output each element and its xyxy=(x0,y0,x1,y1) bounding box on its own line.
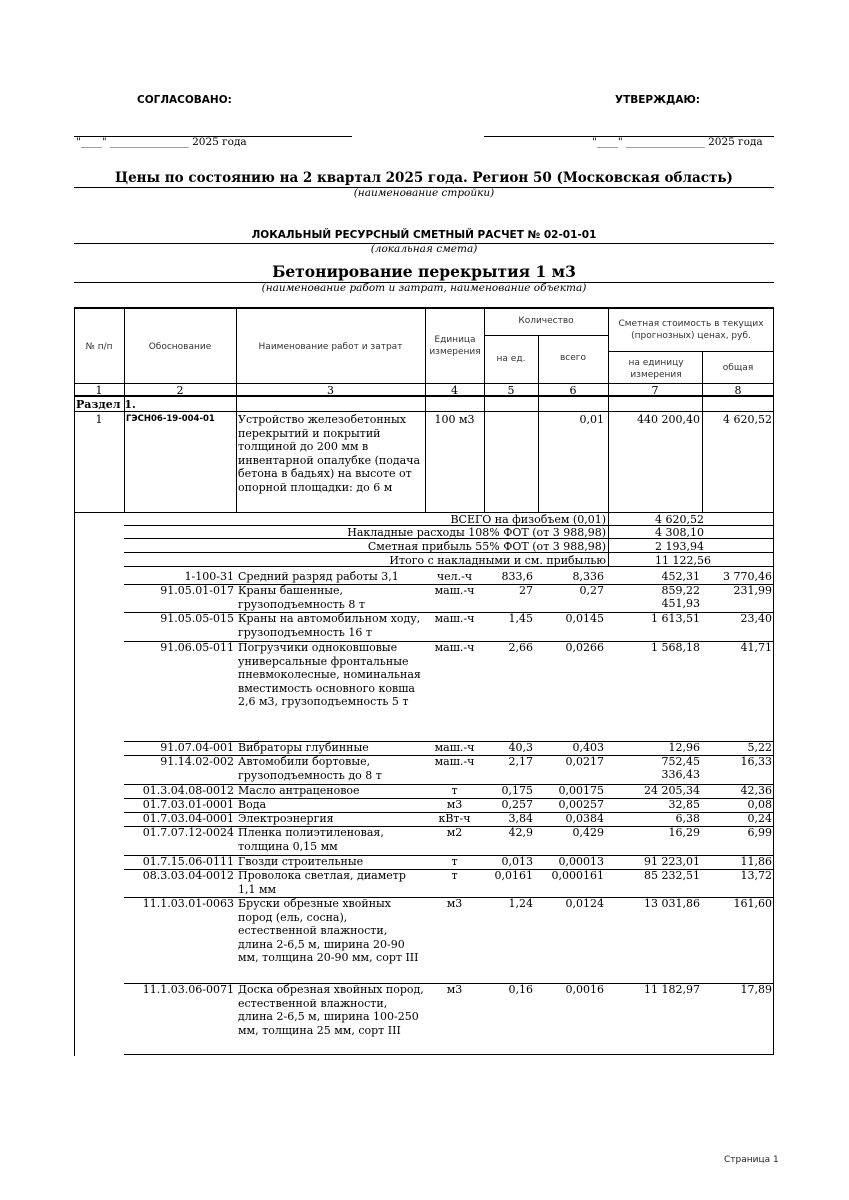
resource-name: Бруски обрезные хвойных пород (ель, сосна), естественной влажности, длина 2-6,5 м, ширина 20-90 мм, толщина 20-90 мм, сорт III xyxy=(238,897,419,964)
resource-sum: 0,24 xyxy=(747,812,772,825)
resource-unit: маш.-ч xyxy=(434,612,475,625)
estimate-number: ЛОКАЛЬНЫЙ РЕСУРСНЫЙ СМЕТНЫЙ РАСЧЕТ № 02-01-01 xyxy=(251,229,597,241)
resource-price: 91 223,01 xyxy=(644,855,700,868)
main-item-num: 1 xyxy=(95,413,103,426)
summary-value: 4 620,52 xyxy=(655,513,704,526)
resource-code: 01.3.04.08-0012 xyxy=(142,784,234,797)
resource-code: 91.07.04-001 xyxy=(160,741,234,754)
resource-sum: 231,99 xyxy=(733,584,772,597)
resource-total: 0,429 xyxy=(572,826,604,839)
summary-label: ВСЕГО на физобъем (0,01) xyxy=(450,513,606,526)
resource-name: Пленка полиэтиленовая, толщина 0,15 мм xyxy=(238,826,384,853)
main-item-qty-total: 0,01 xyxy=(579,413,604,426)
resource-unit: м3 xyxy=(446,897,463,910)
resource-unit: кВт-ч xyxy=(438,812,471,825)
resource-name: Краны башенные, грузоподъемность 8 т xyxy=(238,584,365,611)
resource-sum: 5,22 xyxy=(747,741,772,754)
resource-unit: м2 xyxy=(446,826,463,839)
resource-price: 752,45 xyxy=(661,755,700,768)
resource-code: 91.06.05-011 xyxy=(160,641,234,654)
section-bottom xyxy=(74,411,774,412)
main-item-price-total: 4 620,52 xyxy=(723,413,772,426)
summary-col-divider xyxy=(608,512,609,566)
resource-name: Доска обрезная хвойных пород, естественной влажности, длина 2-6,5 м, ширина 100-250 мм, толщина 25 мм, сорт III xyxy=(238,983,424,1037)
numbers-bottom xyxy=(74,396,774,397)
resource-price: 24 205,34 xyxy=(644,784,700,797)
resource-unit: м3 xyxy=(446,798,463,811)
resource-unit: маш.-ч xyxy=(434,641,475,654)
resource-code: 91.05.05-015 xyxy=(160,612,234,625)
col-cost-unit: на единицу измерения xyxy=(628,358,684,380)
resource-sum: 11,86 xyxy=(740,855,772,868)
main-item-unit: 100 м3 xyxy=(434,413,475,426)
resource-total: 0,00257 xyxy=(558,798,604,811)
col-number: 7 xyxy=(651,384,659,397)
resource-sum: 41,71 xyxy=(740,641,772,654)
resource-code: 91.14.02-002 xyxy=(160,755,234,768)
col-num: № п/п xyxy=(85,342,113,352)
resource-code: 1-100-31 xyxy=(184,570,234,583)
resource-code: 08.3.03.04-0012 xyxy=(142,869,234,882)
resource-code: 11.1.03.01-0063 xyxy=(142,897,234,910)
resource-name: Вода xyxy=(238,798,267,811)
resource-unit: т xyxy=(451,784,458,797)
resource-total: 0,00175 xyxy=(558,784,604,797)
resource-total: 0,0266 xyxy=(565,641,604,654)
resource-sum: 0,08 xyxy=(747,798,772,811)
resource-sum: 3 770,46 xyxy=(723,570,772,583)
resource-total: 0,403 xyxy=(572,741,604,754)
resource-unit: маш.-ч xyxy=(434,741,475,754)
resource-total: 0,27 xyxy=(579,584,604,597)
summary-label: Накладные расходы 108% ФОТ (от 3 988,98) xyxy=(347,526,606,539)
resource-total: 0,0124 xyxy=(565,897,604,910)
col-number: 3 xyxy=(327,384,334,397)
resource-qty: 1,45 xyxy=(508,612,533,625)
resource-code: 01.7.07.12-0024 xyxy=(142,826,234,839)
resource-qty: 0,16 xyxy=(508,983,533,996)
col-divider xyxy=(702,351,703,512)
agreed-label: СОГЛАСОВАНО: xyxy=(137,94,232,106)
cost-divider xyxy=(608,351,774,352)
table-right-border xyxy=(773,396,774,1054)
resource-price-secondary: 336,43 xyxy=(661,768,700,781)
col-name: Наименование работ и затрат xyxy=(258,342,403,352)
summary-value: 11 122,56 xyxy=(655,554,711,567)
resource-sum: 16,33 xyxy=(740,755,772,768)
summary-label: Сметная прибыль 55% ФОТ (от 3 988,98) xyxy=(367,540,606,553)
resource-name: Погрузчики одноковшовые универсальные фронтальные пневмоколесные, номинальная вместимость основного ковша 2,6 м3, грузоподъемность 5 т xyxy=(238,641,421,708)
quantity-divider xyxy=(484,335,608,336)
resource-price: 16,29 xyxy=(668,826,700,839)
resource-unit: маш.-ч xyxy=(434,755,475,768)
resource-unit: м3 xyxy=(446,983,463,996)
resource-total: 0,0145 xyxy=(565,612,604,625)
resource-code: 91.05.01-017 xyxy=(160,584,234,597)
col-divider xyxy=(484,307,485,512)
col-basis: Обоснование xyxy=(148,342,212,352)
col-per-unit: на ед. xyxy=(496,354,526,364)
resource-qty: 27 xyxy=(519,584,533,597)
resource-qty: 40,3 xyxy=(508,741,533,754)
resource-code: 11.1.03.06-0071 xyxy=(142,983,234,996)
resource-unit: чел.-ч xyxy=(436,570,473,583)
col-number: 4 xyxy=(451,384,458,397)
resource-price: 12,96 xyxy=(668,741,700,754)
resource-price: 452,31 xyxy=(661,570,700,583)
resource-qty: 0,257 xyxy=(501,798,533,811)
resource-price: 85 232,51 xyxy=(644,869,700,882)
col-cost-total: общая xyxy=(722,363,754,373)
resource-sum: 23,40 xyxy=(740,612,772,625)
col-number: 1 xyxy=(95,384,103,397)
col-number: 6 xyxy=(569,384,577,397)
work-caption: (наименование работ и затрат, наименование объекта) xyxy=(261,282,587,294)
resource-unit: т xyxy=(451,855,458,868)
col-total-qty: всего xyxy=(559,353,587,363)
resource-price: 859,22 xyxy=(661,584,700,597)
summary-value: 4 308,10 xyxy=(655,526,704,539)
main-item-price-unit: 440 200,40 xyxy=(637,413,700,426)
resource-qty: 1,24 xyxy=(508,897,533,910)
resource-qty: 833,6 xyxy=(501,570,533,583)
work-name: Бетонирование перекрытия 1 м3 xyxy=(272,262,576,281)
resource-code: 01.7.03.04-0001 xyxy=(142,812,234,825)
resource-unit: т xyxy=(451,869,458,882)
resource-price: 1 568,18 xyxy=(651,641,700,654)
resource-code: 01.7.15.06-0111 xyxy=(142,855,234,868)
col-number: 8 xyxy=(734,384,742,397)
resource-sum: 42,36 xyxy=(740,784,772,797)
resource-name: Гвозди строительные xyxy=(238,855,364,868)
resource-qty: 2,17 xyxy=(508,755,533,768)
col-number: 5 xyxy=(507,384,515,397)
resource-total: 0,0384 xyxy=(565,812,604,825)
main-item-code: ГЭСН06-19-004-01 xyxy=(126,414,215,424)
table-left-border xyxy=(74,396,75,1056)
resource-qty: 0,175 xyxy=(501,784,533,797)
resource-name: Масло антраценовое xyxy=(238,784,360,797)
col-unit: Единица измерения xyxy=(429,335,481,357)
page-number: Страница 1 xyxy=(724,1155,779,1165)
resource-qty: 3,84 xyxy=(508,812,533,825)
resource-total: 0,00013 xyxy=(558,855,604,868)
resource-name: Средний разряд работы 3,1 xyxy=(238,570,399,583)
resource-name: Вибраторы глубинные xyxy=(238,741,369,754)
col-number: 2 xyxy=(176,384,184,397)
resource-qty: 42,9 xyxy=(508,826,533,839)
resource-total: 0,0217 xyxy=(565,755,604,768)
resource-code: 01.7.03.01-0001 xyxy=(142,798,234,811)
prices-caption: (наименование стройки) xyxy=(353,187,495,199)
section-title: Раздел 1. xyxy=(76,398,136,411)
resource-qty: 0,013 xyxy=(501,855,533,868)
resource-sum: 17,89 xyxy=(740,983,772,996)
col-divider xyxy=(425,307,426,512)
summary-value: 2 193,94 xyxy=(655,540,704,553)
resource-sum: 161,60 xyxy=(733,897,772,910)
resource-qty: 2,66 xyxy=(508,641,533,654)
resource-name: Краны на автомобильном ходу, грузоподъемность 16 т xyxy=(238,612,421,639)
resource-sum: 6,99 xyxy=(747,826,772,839)
col-cost: Сметная стоимость в текущих (прогнозных) ценах, руб. xyxy=(618,319,764,341)
estimate-caption: (локальная смета) xyxy=(370,243,478,255)
resource-name: Проволока светлая, диаметр 1,1 мм xyxy=(238,869,406,896)
date-right: "____" _______________ 2025 года xyxy=(592,136,763,148)
resource-price: 11 182,97 xyxy=(644,983,700,996)
resource-price-secondary: 451,93 xyxy=(661,597,700,610)
col-divider xyxy=(236,307,237,512)
resource-unit: маш.-ч xyxy=(434,584,475,597)
col-quantity: Количество xyxy=(518,316,574,326)
resource-name: Электроэнергия xyxy=(238,812,334,825)
resource-row-divider xyxy=(124,1054,774,1055)
main-item-name: Устройство железобетонных перекрытий и покрытий толщиной до 200 мм в инвентарной опалубке (подача бетона в бадьях) на высоте от опорной площадки: до 6 м xyxy=(238,413,421,494)
resource-sum: 13,72 xyxy=(740,869,772,882)
resource-price: 32,85 xyxy=(668,798,700,811)
resource-qty: 0,0161 xyxy=(494,869,533,882)
resource-total: 8,336 xyxy=(572,570,604,583)
resource-total: 0,0016 xyxy=(565,983,604,996)
resource-name: Автомобили бортовые, грузоподъемность до 8 т xyxy=(238,755,382,782)
col-divider xyxy=(608,307,609,512)
date-left: "____" _______________ 2025 года xyxy=(76,136,247,148)
summary-label: Итого с накладными и см. прибылью xyxy=(389,554,606,567)
resource-price: 6,38 xyxy=(675,812,700,825)
resource-total: 0,000161 xyxy=(551,869,604,882)
resource-price: 1 613,51 xyxy=(651,612,700,625)
prices-title: Цены по состоянию на 2 квартал 2025 года. Регион 50 (Московская область) xyxy=(115,170,733,186)
approve-label: УТВЕРЖДАЮ: xyxy=(615,94,700,106)
resource-price: 13 031,86 xyxy=(644,897,700,910)
